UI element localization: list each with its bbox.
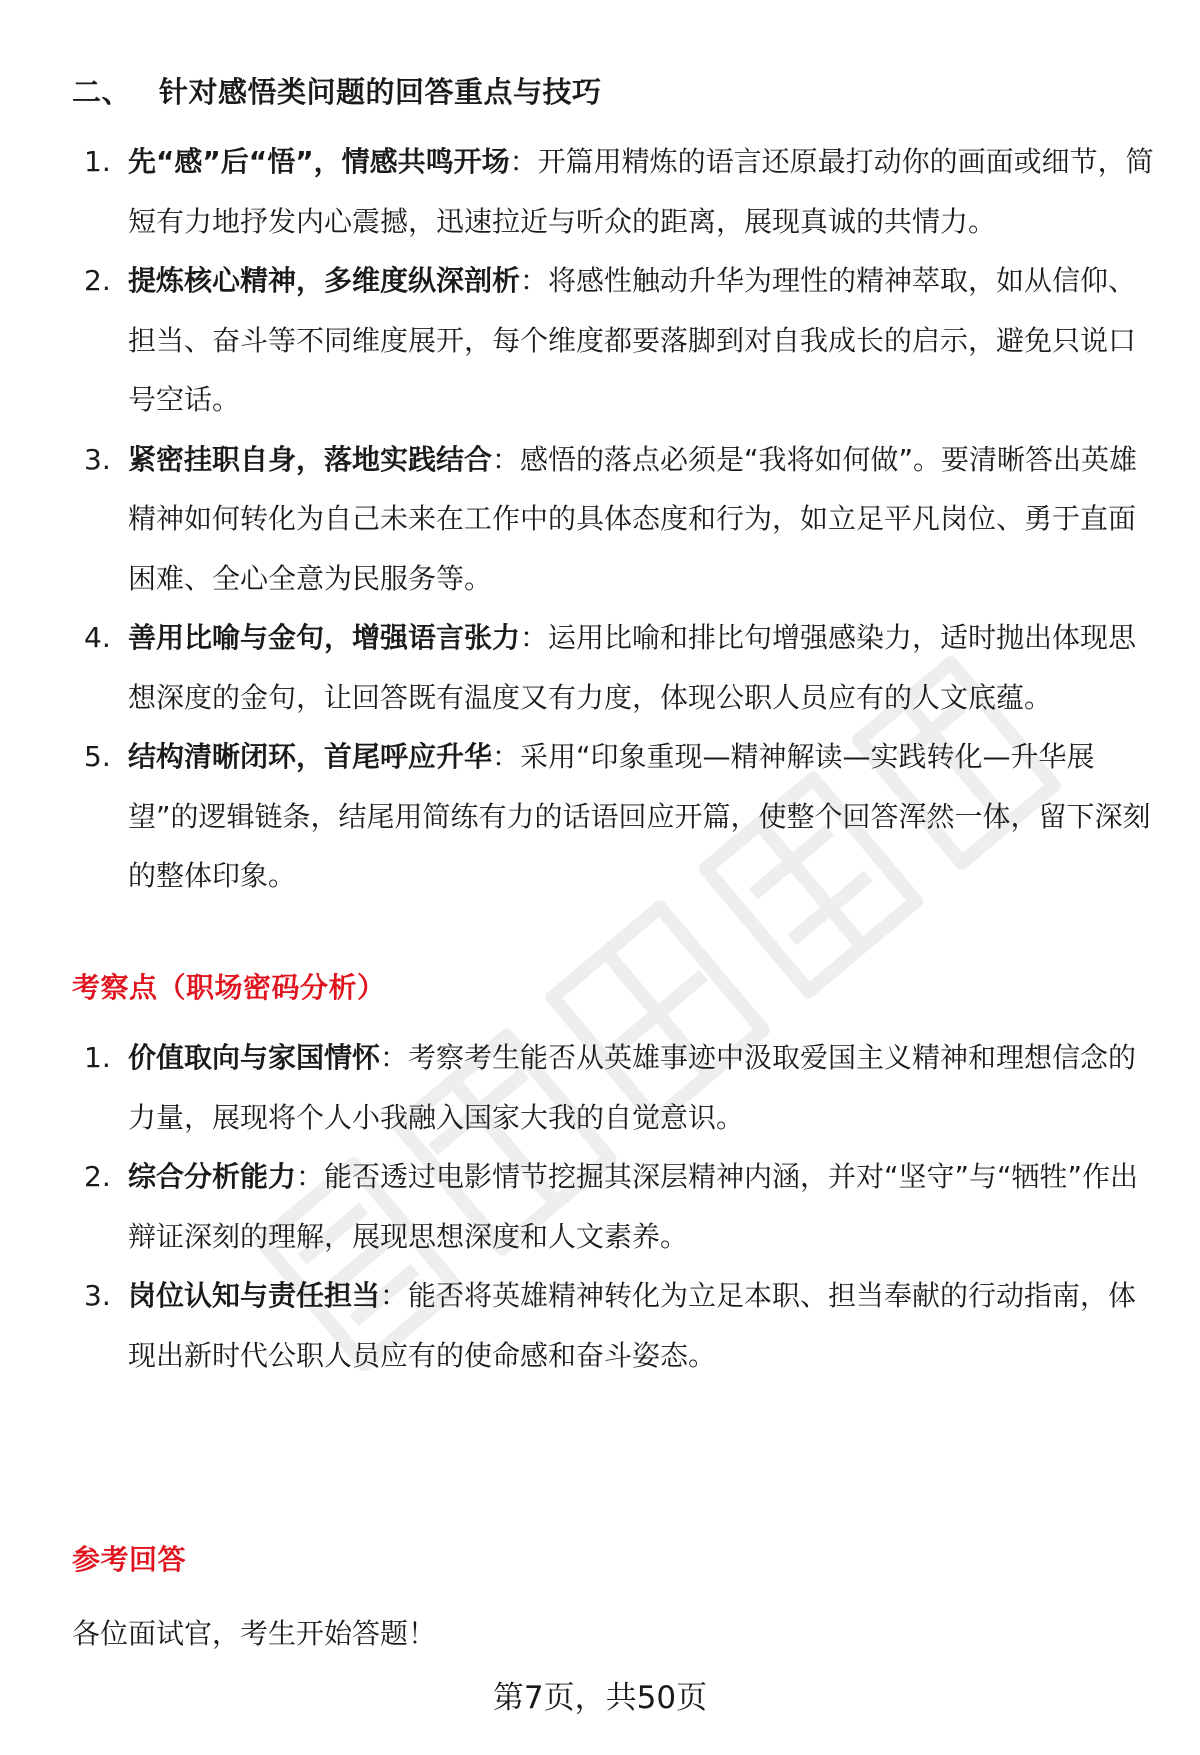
list-item-text: ：采用“印象重现—精神解读—实践转化—升华展望”的逻辑链条，结尾用简练有力的话语回应开篇，使整个回答浑然一体，留下深刻的整体印象。: [128, 740, 1151, 892]
list-item-key-point: 先“感”后“悟”，情感共鸣开场: [128, 145, 510, 178]
list-item-number: 2.: [84, 264, 111, 297]
list-item-text: ：能否将英雄精神转化为立足本职、担当奉献的行动指南，体现出新时代公职人员应有的使命感和奋斗姿态。: [128, 1279, 1137, 1372]
list-item: [0, 608, 1200, 727]
tips-list: [0, 132, 1200, 906]
list-item-text: ：考察考生能否从英雄事迹中汲取爱国主义精神和理想信念的力量，展现将个人小我融入国家大我的自觉意识。: [128, 1041, 1137, 1134]
list-item-text: ：将感性触动升华为理性的精神萃取，如从信仰、担当、奋斗等不同维度展开，每个维度都要落脚到对自我成长的启示，避免只说口号空话。: [128, 264, 1137, 416]
list-item-number: 2.: [84, 1160, 111, 1193]
exam-points-list: [0, 1028, 1200, 1385]
list-item: [0, 1028, 1200, 1147]
exam-points-heading: 考察点（职场密码分析）: [72, 971, 386, 1004]
list-item: [0, 1266, 1200, 1385]
page-number: 第7页，共50页: [492, 1680, 708, 1716]
list-item-number: 4.: [84, 621, 111, 654]
section-title: 针对感悟类问题的回答重点与技巧: [159, 75, 602, 109]
list-item-key-point: 提炼核心精神，多维度纵深剖析: [128, 264, 521, 297]
list-item: [0, 132, 1200, 251]
section-heading: [72, 70, 602, 111]
list-item-key-point: 善用比喻与金句，增强语言张力: [128, 621, 521, 654]
list-item: [0, 430, 1200, 609]
list-item-key-point: 价值取向与家国情怀: [128, 1041, 381, 1074]
list-item-number: 1.: [84, 145, 111, 178]
list-item: [0, 251, 1200, 430]
list-item-key-point: 结构清晰闭环，首尾呼应升华: [128, 740, 493, 773]
list-item-number: 5.: [84, 740, 111, 773]
answer-opening: 各位面试官，考生开始答题！: [72, 1617, 437, 1650]
list-item: [0, 727, 1200, 906]
list-item-text: ：开篇用精炼的语言还原最打动你的画面或细节，简短有力地抒发内心震撼，迅速拉近与听众的距离，展现真诚的共情力。: [128, 145, 1154, 238]
list-item-number: 1.: [84, 1041, 111, 1074]
reference-answer-heading: 参考回答: [72, 1543, 187, 1576]
list-item-text: ：感悟的落点必须是“我将如何做”。要清晰答出英雄精神如何转化为自己未来在工作中的具体态度和行为，如立足平凡岗位、勇于直面困难、全心全意为民服务等。: [128, 442, 1138, 595]
list-item-text: ：能否透过电影情节挖掘其深层精神内涵，并对“坚守”与“牺牲”作出辩证深刻的理解，展现思想深度和人文素养。: [128, 1160, 1139, 1253]
list-item-text: ：运用比喻和排比句增强感染力，适时抛出体现思想深度的金句，让回答既有温度又有力度，体现公职人员应有的人文底蕴。: [128, 621, 1137, 714]
list-item-number: 3.: [84, 442, 111, 476]
section-number: 二、: [72, 75, 132, 109]
list-item: [0, 1147, 1200, 1266]
list-item-key-point: 紧密挂职自身，落地实践结合: [128, 442, 493, 476]
list-item-number: 3.: [84, 1279, 111, 1312]
list-item-key-point: 综合分析能力: [128, 1160, 297, 1193]
list-item-key-point: 岗位认知与责任担当: [128, 1279, 381, 1312]
